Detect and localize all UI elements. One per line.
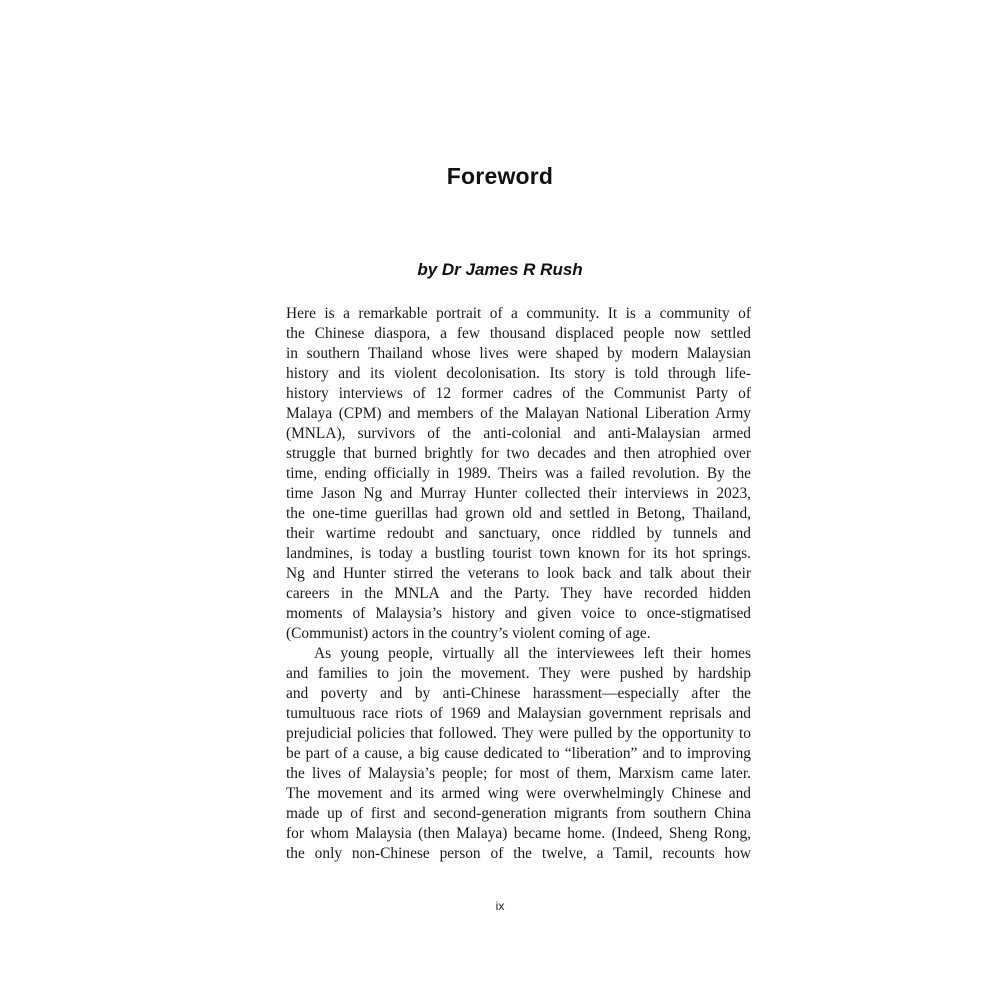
body-text (286, 304, 751, 864)
text-line: history and its violent decolonisation. Its story is told through life- (286, 365, 751, 382)
author-byline: by Dr James R Rush (417, 260, 583, 279)
text-line: be part of a cause, a big cause dedicated to “liberation” and to improving (286, 745, 751, 762)
text-line: prejudicial policies that followed. They were pulled by the opportunity to (286, 725, 751, 742)
text-line: the Chinese diaspora, a few thousand displaced people now settled (286, 325, 751, 342)
text-line: Here is a remarkable portrait of a community. It is a community of (286, 305, 751, 322)
text-line: moments of Malaysia’s history and given voice to once-stigmatised (286, 605, 751, 622)
paragraph-2 (286, 644, 751, 864)
text-line: careers in the MNLA and the Party. They have recorded hidden (286, 585, 751, 602)
text-line: for whom Malaysia (then Malaya) became home. (Indeed, Sheng Rong, (286, 825, 751, 842)
text-line: and poverty and by anti-Chinese harassment—especially after the (286, 685, 751, 702)
text-line: in southern Thailand whose lives were shaped by modern Malaysian (286, 345, 751, 362)
text-line: Malaya (CPM) and members of the Malayan National Liberation Army (286, 405, 751, 422)
text-line: and families to join the movement. They were pushed by hardship (286, 665, 751, 682)
text-line: Ng and Hunter stirred the veterans to look back and talk about their (286, 565, 751, 582)
text-line: the lives of Malaysia’s people; for most of them, Marxism came later. (286, 765, 751, 782)
text-line: (Communist) actors in the country’s violent coming of age. (286, 625, 651, 642)
text-line: time Jason Ng and Murray Hunter collected their interviews in 2023, (286, 485, 751, 502)
text-line: The movement and its armed wing were overwhelmingly Chinese and (286, 785, 751, 802)
page-number: ix (495, 899, 505, 913)
page-title: Foreword (446, 163, 554, 189)
text-line: tumultuous race riots of 1969 and Malaysian government reprisals and (286, 705, 751, 722)
text-line: the only non-Chinese person of the twelve, a Tamil, recounts how (286, 845, 751, 862)
text-line: time, ending officially in 1989. Theirs was a failed revolution. By the (286, 465, 751, 482)
text-line: the one-time guerillas had grown old and settled in Betong, Thailand, (286, 505, 751, 522)
text-line: made up of first and second-generation migrants from southern China (286, 805, 751, 822)
text-line: As young people, virtually all the interviewees left their homes (314, 645, 751, 662)
text-line: history interviews of 12 former cadres of the Communist Party of (286, 385, 751, 402)
text-line: struggle that burned brightly for two decades and then atrophied over (286, 445, 751, 462)
text-line: (MNLA), survivors of the anti-colonial and anti-Malaysian armed (286, 425, 751, 442)
paragraph-1 (286, 304, 751, 644)
text-line: landmines, is today a bustling tourist town known for its hot springs. (286, 545, 751, 562)
text-line: their wartime redoubt and sanctuary, once riddled by tunnels and (286, 525, 751, 542)
